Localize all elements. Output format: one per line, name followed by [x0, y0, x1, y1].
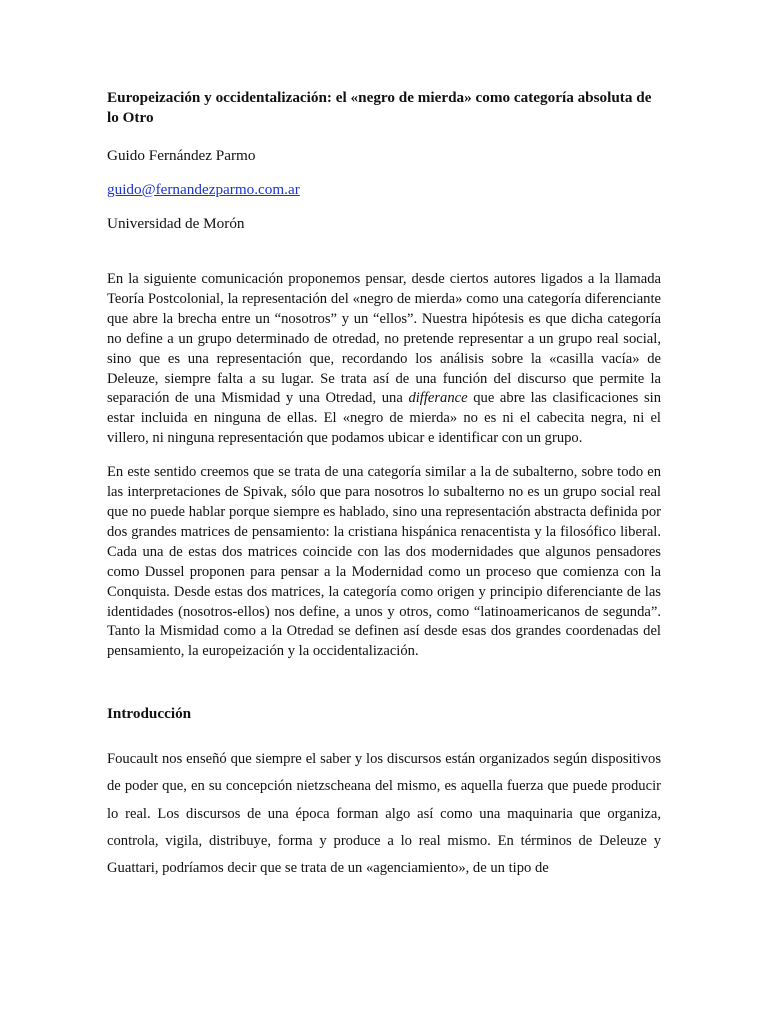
abstract-paragraph-1-text: En la siguiente comunicación proponemos pensar, desde ciertos autores ligados a la llamada Teoría Postcolonial, la representación del «negro de mierda» como una categoría diferenciante que abre la brecha entre un “nosotros” y un “ellos”. Nuestra hipótesis es que dicha categoría no define a un grupo determinado de otredad, no pretende representar a un grupo real social, sino que es una representación que, recordando los análisis sobre la «casilla vacía» de Deleuze, siempre falta a su lugar. Se trata así de una función del discurso que permite la separación de una Mismidad y una Otredad, una [107, 271, 661, 407]
section-heading-introduccion: Introducción [107, 705, 192, 723]
document-title: Europeización y occidentalización: el «negro de mierda» como categoría absoluta de lo Otro [107, 89, 652, 126]
introduccion-paragraph-1: Foucault nos enseñó que siempre el saber y los discursos están organizados según dispositivos de poder que, en su concepción nietzscheana del mismo, es aquella fuerza que puede producir lo real. Los discursos de una época forman algo así como una maquinaria que organiza, controla, vigila, distribuye, forma y produce a lo real mismo. En términos de Deleuze y Guattari, podríamos decir que se trata de un «agenciamiento», de un tipo de [107, 751, 661, 877]
abstract-paragraph-1 [107, 270, 661, 449]
author-email-link[interactable]: guido@fernandezparmo.com.ar [107, 181, 300, 198]
abstract-paragraph-2: En este sentido creemos que se trata de una categoría similar a la de subalterno, sobre todo en las interpretaciones de Spivak, sólo que para nosotros lo subalterno no es un grupo social real que no puede hablar porque siempre es hablado, sino una representación abstracta definida por dos grandes matrices de pensamiento: la cristiana hispánica renacentista y la filosófico liberal. Cada una de estas dos matrices coincide con las dos modernidades que algunos pensadores como Dussel proponen para pensar a la Modernidad como un proceso que comienza con la Conquista. Desde estas dos matrices, la categoría como origen y principio diferenciante de las identidades (nosotros-ellos) nos define, a unos y otros, como “latinoamericanos de segunda”. Tanto la Mismidad como a la Otredad se definen así desde esas dos grandes coordenadas del pensamiento, la europeización y la occidentalización. [107, 464, 661, 660]
abstract-paragraph-1-italic-term: differance [408, 390, 468, 407]
document-page [107, 88, 661, 882]
author-affiliation: Universidad de Morón [107, 215, 245, 232]
author-email-line [107, 180, 661, 200]
abstract-paragraph-1-end: que abre las clasificaciones sin estar incluida en ninguna de ellas. El «negro de mierda» no es ni el cabecita negra, ni el villero, ni ninguna representación que podamos ubicar e identificar con un grupo. [107, 390, 662, 447]
author-name: Guido Fernández Parmo [107, 147, 256, 164]
